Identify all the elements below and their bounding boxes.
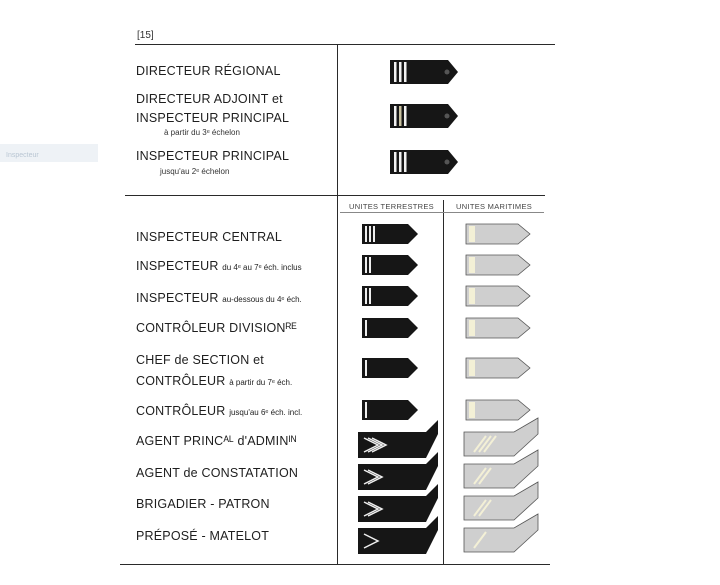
rank-label: AGENT PRINCᴬᴸ d'ADMINᴵᴺ bbox=[136, 434, 297, 448]
epaulette-stripe bbox=[365, 402, 367, 418]
sea-stripe bbox=[469, 360, 475, 376]
epaulette-stripe bbox=[394, 152, 397, 172]
land-epaulette bbox=[362, 358, 418, 378]
sea-epaulette bbox=[466, 400, 530, 420]
epaulette-stripe bbox=[404, 152, 407, 172]
rank-label: AGENT de CONSTATATION bbox=[136, 466, 299, 480]
sea-stripe bbox=[469, 226, 475, 242]
epaulette-stripe bbox=[369, 288, 371, 304]
rank-sublabel: jusqu'au 2ᵉ échelon bbox=[160, 167, 230, 176]
epaulette-button bbox=[445, 70, 450, 75]
rank-label: BRIGADIER - PATRON bbox=[136, 497, 270, 511]
rank-sublabel: à partir du 3ᵉ échelon bbox=[164, 128, 240, 137]
sea-stripe bbox=[469, 257, 475, 273]
epaulette-stripe bbox=[399, 152, 402, 172]
epaulette-stripe bbox=[365, 288, 367, 304]
rank-label: CONTRÔLEUR jusqu'au 6ᵉ éch. incl. bbox=[136, 404, 303, 418]
epaulette-stripe bbox=[365, 360, 367, 376]
sea-epaulette bbox=[466, 318, 530, 338]
epaulette-stripe bbox=[399, 106, 402, 126]
sea-stripe bbox=[469, 402, 475, 418]
rank-label: INSPECTEUR du 4ᵉ au 7ᵉ éch. inclus bbox=[136, 259, 302, 273]
epaulette-stripe bbox=[404, 62, 407, 82]
page-number: [15] bbox=[137, 30, 154, 41]
land-epaulette bbox=[362, 400, 418, 420]
epaulette-button bbox=[445, 114, 450, 119]
epaulette-stripe bbox=[394, 106, 397, 126]
epaulette-stripe bbox=[365, 320, 367, 336]
rank-label: DIRECTEUR ADJOINT et bbox=[136, 92, 283, 106]
epaulette-stripe bbox=[369, 257, 371, 273]
rank-label: INSPECTEUR PRINCIPAL bbox=[136, 149, 290, 163]
sea-epaulette bbox=[466, 255, 530, 275]
rank-label: CONTRÔLEUR DIVISIONᴿᴱ bbox=[136, 321, 297, 335]
rank-label: INSPECTEUR CENTRAL bbox=[136, 230, 282, 244]
sea-epaulette bbox=[466, 286, 530, 306]
rank-label: PRÉPOSÉ - MATELOT bbox=[136, 529, 270, 543]
rank-label: DIRECTEUR RÉGIONAL bbox=[136, 64, 281, 78]
epaulette-stripe bbox=[373, 226, 375, 242]
sea-stripe bbox=[469, 320, 475, 336]
epaulette-stripe bbox=[399, 62, 402, 82]
epaulette-button bbox=[445, 160, 450, 165]
sea-stripe bbox=[469, 288, 475, 304]
rank-label: INSPECTEUR au-dessous du 4ᵉ éch. bbox=[136, 291, 302, 305]
epaulette-stripe bbox=[394, 62, 397, 82]
epaulette-stripe bbox=[404, 106, 407, 126]
rank-label: CHEF de SECTION et bbox=[136, 353, 264, 367]
sea-epaulette bbox=[466, 224, 530, 244]
column-header-sea: UNITES MARITIMES bbox=[456, 202, 533, 211]
rank-label: CONTRÔLEUR à partir du 7ᵉ éch. bbox=[136, 374, 293, 388]
rank-label: INSPECTEUR PRINCIPAL bbox=[136, 111, 290, 125]
land-epaulette bbox=[362, 318, 418, 338]
column-header-land: UNITES TERRESTRES bbox=[349, 202, 434, 211]
epaulette-stripe bbox=[365, 226, 367, 242]
sea-epaulette bbox=[466, 358, 530, 378]
epaulette-stripe bbox=[365, 257, 367, 273]
ghost-text: Inspecteur bbox=[6, 152, 39, 159]
epaulette-stripe bbox=[369, 226, 371, 242]
